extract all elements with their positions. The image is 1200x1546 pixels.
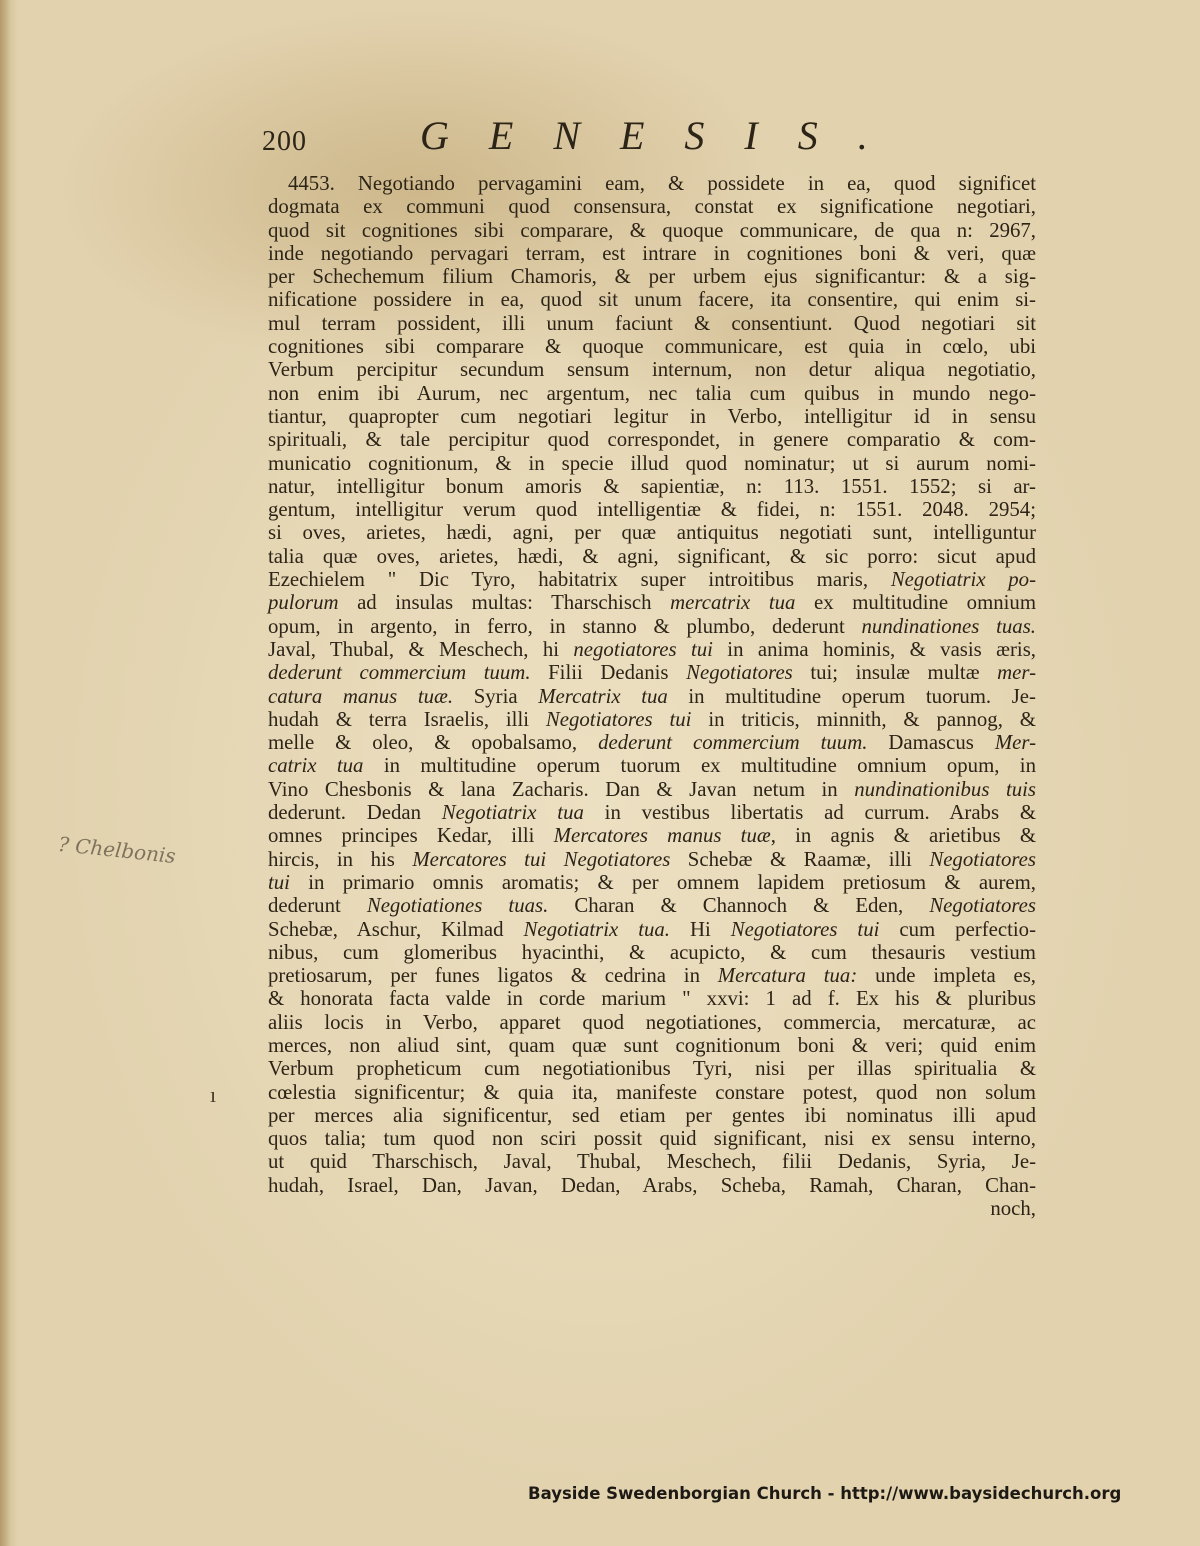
text-line: gentum, intelligitur verum quod intelligentiæ & fidei, n: 1551. 2048. 2954;	[268, 498, 1036, 522]
text-line: tiantur, quapropter cum negotiari legitur in Verbo, intelligitur id in sensu	[268, 404, 1036, 428]
text-line: hudah, Israel, Dan, Javan, Dedan, Arabs, Scheba, Ramah, Charan, Chan-	[268, 1173, 1036, 1197]
text-line: opum, in argento, in ferro, in stanno & plumbo, dederunt nundinationes tuas.	[268, 614, 1036, 638]
text-line: inde negotiando pervagari terram, est intrare in cognitiones boni & veri, quæ	[268, 241, 1036, 265]
text-line: quod sit cognitiones sibi comparare, & quoque communicare, de qua n: 2967,	[268, 218, 1036, 242]
page-spine-shadow	[0, 0, 18, 1546]
margin-mark: ı	[210, 1082, 217, 1107]
text-line: talia quæ oves, arietes, hædi, & agni, significant, & sic porro: sicut apud	[268, 544, 1036, 568]
footer-watermark: Bayside Swedenborgian Church - http://www.baysidechurch.org	[528, 1484, 1122, 1503]
text-line: 4453. Negotiando pervagamini eam, & possidete in ea, quod significet	[288, 172, 1036, 195]
text-line: nibus, cum glomeribus hyacinthi, & acupicto, & cum thesauris vestium	[268, 940, 1036, 964]
body-text	[268, 172, 1036, 1220]
text-line: hircis, in his Mercatores tui Negotiatores Schebæ & Raamæ, illi Negotiatores	[268, 847, 1037, 871]
text-line: dederunt commercium tuum. Filii Dedanis Negotiatores tui; insulæ multæ mer-	[268, 661, 1036, 685]
text-line: ut quid Tharschisch, Javal, Thubal, Meschech, filii Dedanis, Syria, Je-	[268, 1150, 1036, 1174]
text-line: Ezechielem " Dic Tyro, habitatrix super introitibus maris, Negotiatrix po-	[268, 568, 1037, 592]
text-line: aliis locis in Verbo, apparet quod negotiationes, commercia, mercaturæ, ac	[268, 1010, 1036, 1034]
text-line: mul terram possident, illi unum faciunt & consentiunt. Quod negotiari sit	[268, 311, 1036, 335]
text-line: dogmata ex communi quod consensura, constat ex significatione negotiari,	[268, 195, 1036, 219]
text-line: cœlestia significentur; & quia ita, manifeste constare potest, quod non solum	[268, 1080, 1036, 1104]
text-line: si oves, arietes, hædi, agni, per quæ antiquitus negotiati sunt, intelliguntur	[268, 521, 1036, 545]
text-line: per merces alia significentur, sed etiam per gentes ibi nominatus illi apud	[268, 1103, 1036, 1127]
text-line: catrix tua in multitudine operum tuorum ex multitudine omnium opum, in	[268, 754, 1036, 778]
text-line: Verbum percipitur secundum sensum internum, non detur aliqua negotiatio,	[268, 358, 1036, 382]
text-line: Verbum propheticum cum negotiationibus Tyri, nisi per illas spiritualia &	[268, 1057, 1036, 1081]
text-line: merces, non aliud sint, quam quæ sunt cognitionum boni & veri; quid enim	[268, 1033, 1036, 1057]
text-line: spirituali, & tale percipitur quod correspondet, in genere comparatio & com-	[268, 428, 1036, 452]
page-number: 200	[262, 126, 307, 157]
text-line: non enim ibi Aurum, nec argentum, nec talia cum quibus in mundo nego-	[268, 381, 1036, 405]
text-line: municatio cognitionum, & in specie illud quod nominatur; ut si aurum nomi-	[268, 451, 1036, 475]
text-line: pretiosarum, per funes ligatos & cedrina in Mercatura tua: unde impleta es,	[268, 964, 1037, 988]
text-line: cognitiones sibi comparare & quoque communicare, est quia in cœlo, ubi	[268, 335, 1036, 359]
text-line: melle & oleo, & opobalsamo, dederunt commercium tuum. Damascus Mer-	[268, 731, 1037, 755]
text-line: & honorata facta valde in corde marium " xxvi: 1 ad f. Ex his & pluribus	[268, 987, 1036, 1011]
text-line: catura manus tuæ. Syria Mercatrix tua in multitudine operum tuorum. Je-	[268, 684, 1036, 708]
text-line: pulorum ad insulas multas: Tharschisch mercatrix tua ex multitudine omnium	[268, 591, 1037, 615]
text-line: Schebæ, Aschur, Kilmad Negotiatrix tua. Hi Negotiatores tui cum perfectio-	[268, 917, 1036, 941]
text-line: hudah & terra Israelis, illi Negotiatores tui in triticis, minnith, & pannog, &	[268, 707, 1036, 731]
text-line: natur, intelligitur bonum amoris & sapientiæ, n: 113. 1551. 1552; si ar-	[268, 474, 1036, 498]
page-header	[262, 112, 922, 172]
text-line: noch,	[990, 1197, 1036, 1221]
text-line: dederunt. Dedan Negotiatrix tua in vestibus libertatis ad currum. Arabs &	[268, 801, 1037, 825]
text-line: tui in primario omnis aromatis; & per omnem lapidem pretiosum & aurem,	[268, 870, 1036, 894]
text-line: per Schechemum filium Chamoris, & per urbem ejus significantur: & a sig-	[268, 265, 1036, 289]
text-line: quos talia; tum quod non sciri possit quid significant, nisi ex sensu interno,	[268, 1127, 1036, 1151]
text-line: Javal, Thubal, & Meschech, hi negotiatores tui in anima hominis, & vasis æris,	[268, 637, 1037, 661]
text-line: omnes principes Kedar, illi Mercatores manus tuæ, in agnis & arietibus &	[268, 824, 1036, 848]
text-line: nificatione possidere in ea, quod sit unum facere, ita consentire, qui enim si-	[268, 288, 1036, 312]
text-line: dederunt Negotiationes tuas. Charan & Channoch & Eden, Negotiatores	[268, 894, 1036, 918]
handwritten-margin-note: ? Chelbonis	[57, 831, 177, 869]
running-title: GENESIS.	[420, 113, 908, 158]
text-line: Vino Chesbonis & lana Zacharis. Dan & Javan netum in nundinationibus tuis	[268, 777, 1037, 801]
